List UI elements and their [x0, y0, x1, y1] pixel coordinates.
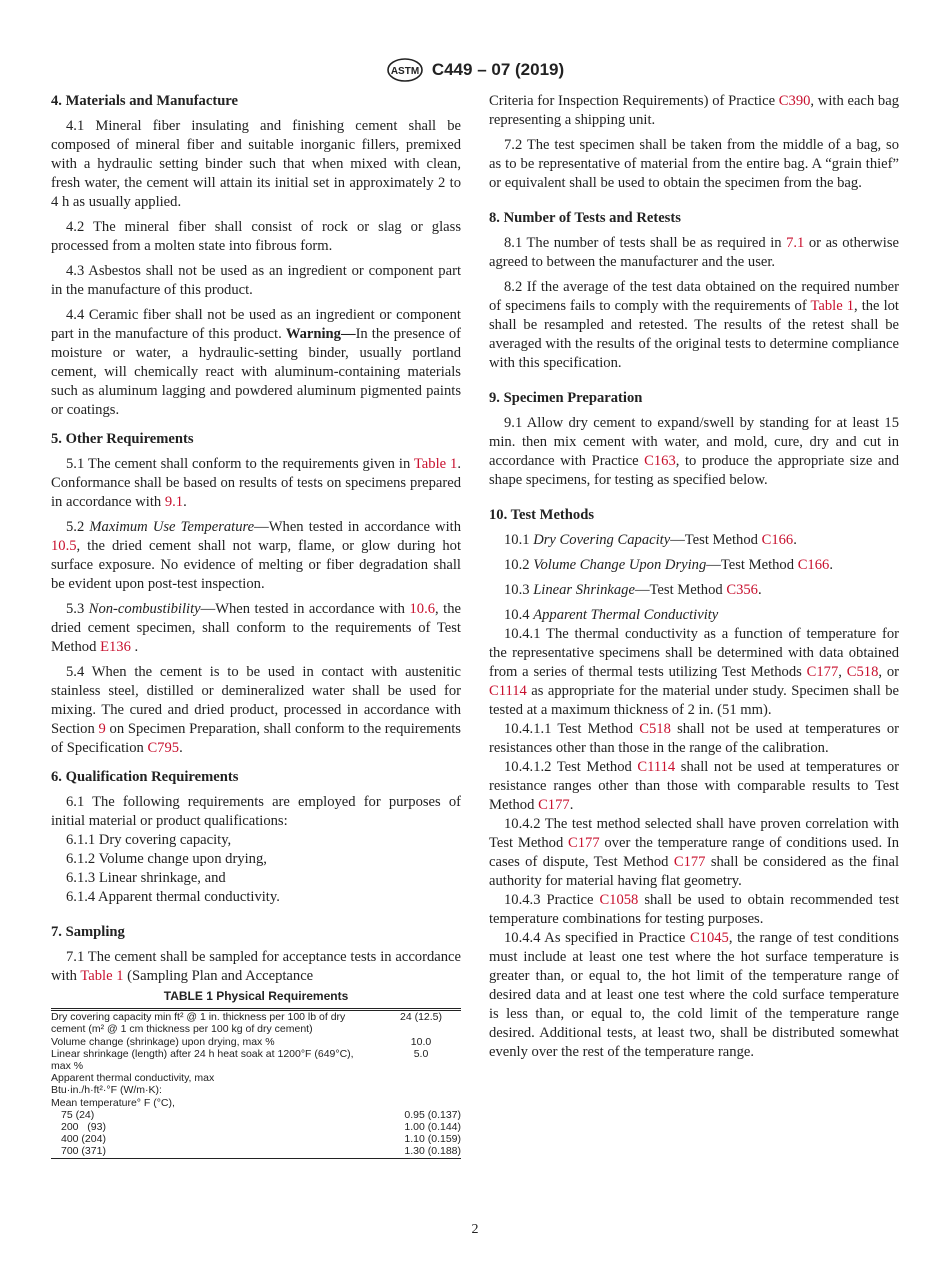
link-c166[interactable]: C166 [761, 532, 794, 548]
link-table-1[interactable]: Table 1 [80, 968, 124, 984]
para-7-1b: Criteria for Inspection Requirements) of Practice C390, with each bag representing a shipping unit. [489, 93, 899, 128]
para-5-1: 5.1 The cement shall conform to the requirements given in Table 1. Conformance shall be based on results of tests on specimens prepared in accordance with 9.1. [51, 456, 461, 510]
para-10-3: 10.3 Linear Shrinkage—Test Method C356. [504, 582, 762, 598]
para-4-3: 4.3 Asbestos shall not be used as an ingredient or component part in the manufacture of this product. [51, 263, 461, 298]
link-c166[interactable]: C166 [797, 557, 830, 573]
link-section-9[interactable]: 9 [98, 721, 106, 737]
link-c163[interactable]: C163 [644, 453, 676, 469]
para-8-2: 8.2 If the average of the test data obtained on the required number of specimens fails to comply with the requirements of Table 1, the lot shall be resampled and retested. The results of the retest shall be averaged with the results of the original tests to determine compliance with this specification. [489, 279, 899, 371]
right-column [489, 92, 899, 1062]
link-c177[interactable]: C177 [673, 854, 706, 870]
para-10-2: 10.2 Volume Change Upon Drying—Test Method C166. [504, 557, 833, 573]
para-10-4-4: 10.4.4 As specified in Practice C1045, the range of test conditions must include at least one test where the hot surface temperature is greater than, or equal to, the hot limit of the temperature range of desired data and at least one test where the cold surface temperature is less than, or equal to, the cold limit of the temperature range desired. Additional tests, at least two, shall be distributed somewhat evenly over the rest of the temperature range. [489, 930, 899, 1060]
warning-label: Warning— [285, 326, 356, 342]
link-table-1[interactable]: Table 1 [413, 456, 458, 472]
link-c390[interactable]: C390 [778, 93, 811, 109]
link-c177[interactable]: C177 [538, 797, 570, 813]
link-c1045[interactable]: C1045 [689, 930, 729, 946]
para-10-1: 10.1 Dry Covering Capacity—Test Method C166. [504, 532, 797, 548]
list-item: 6.1.3 Linear shrinkage, and [66, 870, 226, 886]
para-4-2: 4.2 The mineral fiber shall consist of rock or slag or glass processed from a molten state into fibrous form. [51, 219, 461, 254]
para-5-4: 5.4 When the cement is to be used in contact with austenitic stainless steel, distilled or demineralized water shall be used for mixing. The cured and dried product, processed in accordance with Section 9 on Specimen Preparation, shall conform to the requirements of Specification C795. [51, 664, 461, 756]
para-8-1: 8.1 The number of tests shall be as required in 7.1 or as otherwise agreed to between the manufacturer and the user. [489, 235, 899, 270]
link-10-5[interactable]: 10.5 [51, 538, 77, 554]
para-10-4: 10.4 Apparent Thermal Conductivity [504, 607, 719, 623]
list-item: 6.1.2 Volume change upon drying, [66, 851, 267, 867]
link-e136[interactable]: E136 [100, 639, 131, 655]
table-row: Volume change (shrinkage) upon drying, max % 10.0 [51, 1035, 432, 1048]
table-row: Apparent thermal conductivity, max Btu·in./h·ft²·°F (W/m·K): [51, 1072, 215, 1097]
table-row: Dry covering capacity min ft² @ 1 in. thickness per 100 lb of dry cement (m² @ 1 cm thickness per 100 kg of dry cement) 24 (12.5) [51, 1011, 443, 1036]
para-10-4-1-1: 10.4.1.1 Test Method C518 shall not be used at temperatures or resistances other than those in the range of the calibration. [489, 721, 899, 756]
para-6-1: 6.1 The following requirements are employed for purposes of initial material or product qualifications: [51, 794, 461, 829]
table-row: 400 (204) 1.10 (0.159) [61, 1133, 461, 1146]
para-9-1: 9.1 Allow dry cement to expand/swell by standing for at least 15 min. then mix cement with water, and mold, cure, dry and cut in accordance with Practice C163, to produce the appropriate size and shape specimens, for testing as specified below. [489, 415, 899, 488]
table-row: 700 (371) 1.30 (0.188) [61, 1145, 461, 1158]
section-5-heading: 5. Other Requirements [51, 431, 194, 447]
para-10-4-2: 10.4.2 The test method selected shall have proven correlation with Test Method C177 over the temperature range of conditions used. In cases of dispute, Test Method C177 shall be considered as the final authority for material having flat geometry. [489, 816, 899, 889]
astm-logo-text: ASTM [390, 66, 419, 77]
para-10-4-1-2: 10.4.1.2 Test Method C1114 shall not be used at temperatures or resistance ranges other than those with comparable results to Test Method C177. [489, 759, 900, 813]
section-10-heading: 10. Test Methods [489, 507, 595, 523]
para-10-4-1: 10.4.1 The thermal conductivity as a function of temperature for the representative specimens shall be determined with data obtained from a series of thermal tests utilizing Test Methods C177, C518, or C1114 as appropriate for the material under study. Specimen shall be tested at a maximum thickness of 2 in. (51 mm). [489, 626, 899, 718]
standard-designation: C449 – 07 (2019) [431, 60, 565, 79]
list-item: 6.1.4 Apparent thermal conductivity. [66, 889, 280, 905]
link-c518[interactable]: C518 [639, 721, 671, 737]
link-c1058[interactable]: C1058 [599, 892, 639, 908]
section-8-heading: 8. Number of Tests and Retests [489, 210, 681, 226]
para-4-1: 4.1 Mineral fiber insulating and finishing cement shall be composed of mineral fiber and suitable inorganic fillers, premixed with a hydraulic setting binder such that when mixed with clean, fresh water, the cement will attain its initial set in approximately 2 to 4 h as usually applied. [51, 118, 461, 210]
para-5-2: 5.2 Maximum Use Temperature—When tested in accordance with 10.5, the dried cement shall not warp, flame, or glow during hot surface exposure. No evidence of melting or fiber degradation shall be evident upon post-test inspection. [51, 519, 461, 592]
para-5-3: 5.3 Non-combustibility—When tested in accordance with 10.6, the dried cement specimen, shall conform to the requirements of Test Method E136 . [51, 601, 461, 655]
para-7-1a: 7.1 The cement shall be sampled for acceptance tests in accordance with Table 1 (Sampling Plan and Acceptance [51, 949, 461, 984]
table-bottom-rule [51, 1158, 461, 1159]
link-c356[interactable]: C356 [726, 582, 758, 598]
link-c177[interactable]: C177 [806, 664, 839, 680]
link-c1114[interactable]: C1114 [637, 759, 676, 775]
link-c518[interactable]: C518 [846, 664, 879, 680]
section-7-heading: 7. Sampling [51, 924, 125, 940]
table-row: 200 (93) 1.00 (0.144) [61, 1121, 461, 1134]
link-table-1[interactable]: Table 1 [810, 298, 855, 314]
section-6-heading: 6. Qualification Requirements [51, 769, 239, 785]
table-row: Mean temperature° F (°C), [51, 1096, 175, 1109]
link-c177[interactable]: C177 [568, 835, 600, 851]
link-10-6[interactable]: 10.6 [409, 601, 436, 617]
link-9-1[interactable]: 9.1 [164, 494, 184, 510]
para-7-2: 7.2 The test specimen shall be taken from the middle of a bag, so as to be representative of material from the entire bag. A “grain thief” or equivalent shall be used to obtain the specimen from the bag. [489, 137, 899, 191]
table-1 [51, 990, 461, 1159]
table-row: Linear shrinkage (length) after 24 h heat soak at 1200°F (649°C), max % 5.0 [51, 1047, 429, 1073]
page-header [0, 58, 950, 82]
astm-logo-icon [386, 58, 424, 82]
page-number: 2 [471, 1222, 479, 1237]
link-7-1[interactable]: 7.1 [786, 235, 805, 251]
left-column [51, 92, 461, 992]
table-row: 75 (24) 0.95 (0.137) [61, 1108, 461, 1121]
section-9-heading: 9. Specimen Preparation [489, 390, 643, 406]
section-4-heading: 4. Materials and Manufacture [51, 93, 238, 109]
link-c795[interactable]: C795 [147, 740, 180, 756]
table-title: TABLE 1 Physical Requirements [163, 989, 349, 1003]
para-10-4-3: 10.4.3 Practice C1058 shall be used to obtain recommended test temperature combinations for testing purposes. [489, 892, 900, 927]
link-c1114[interactable]: C1114 [489, 683, 527, 699]
list-item: 6.1.1 Dry covering capacity, [66, 832, 232, 848]
para-4-4: 4.4 Ceramic fiber shall not be used as an ingredient or component part in the manufacture of this product. Warning—In the presence of moisture or water, a hydraulic-setting binder, usually portland cement, will chemically react with aluminum-containing materials such as aluminum lagging and powdered aluminum pigmented paints or coatings. [51, 307, 461, 418]
